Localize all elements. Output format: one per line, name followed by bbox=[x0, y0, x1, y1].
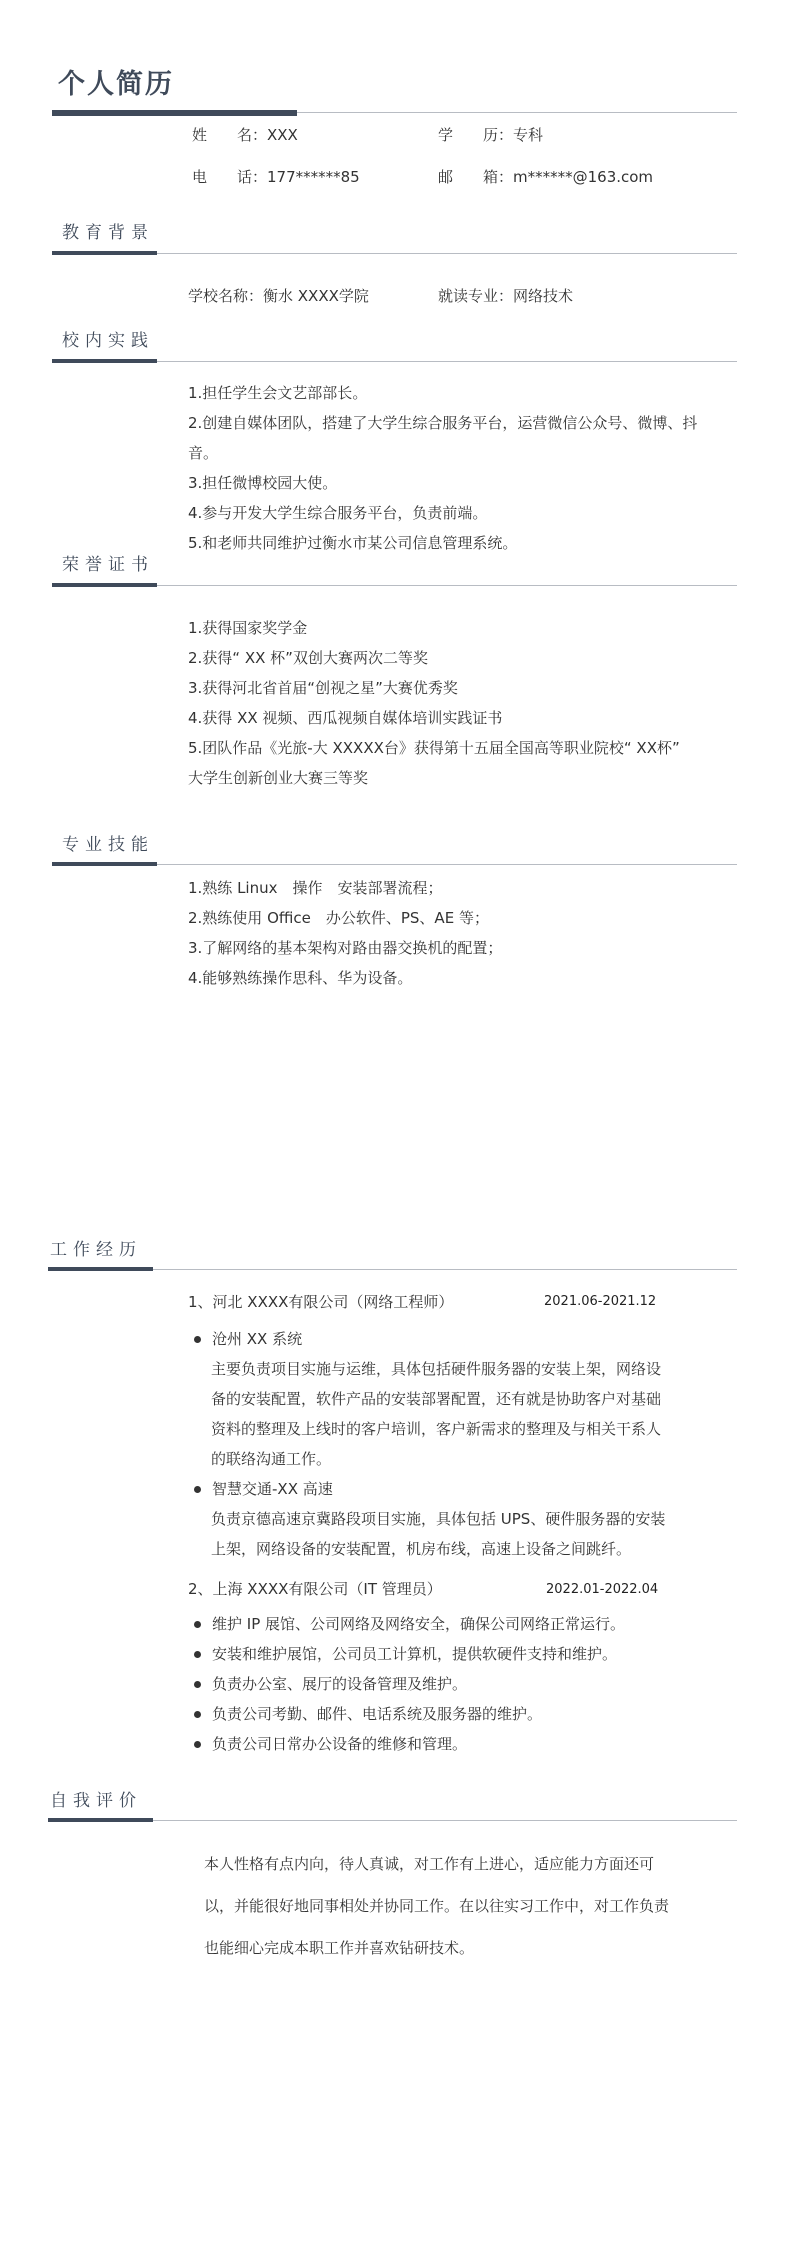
project-desc-line: 资料的整理及上线时的客户培训，客户新需求的整理及与相关干系人 bbox=[211, 1420, 662, 1438]
honors-item: 大学生创新创业大赛三等奖 bbox=[188, 769, 369, 787]
skills-list bbox=[188, 873, 502, 993]
project-desc-line: 的联络沟通工作。 bbox=[211, 1450, 332, 1468]
duty-item: 负责办公室、展厅的设备管理及维护。 bbox=[192, 1669, 625, 1699]
project-desc-line: 主要负责项目实施与运维，具体包括硬件服务器的安装上架，网络设 bbox=[211, 1360, 662, 1378]
honors-item: 2.获得“ XX 杯”双创大赛两次二等奖 bbox=[188, 649, 428, 667]
job-title-1: 1、河北 XXXX有限公司（网络工程师） bbox=[188, 1293, 454, 1311]
project-desc-line: 负责京德高速京冀路段项目实施，具体包括 UPS、硬件服务器的安装 bbox=[211, 1510, 666, 1528]
campus-list bbox=[188, 378, 697, 558]
evaluation-line: 本人性格有点内向，待人真诚，对工作有上进心，适应能力方面还可 bbox=[204, 1855, 655, 1873]
project-name: 沧州 XX 系统 bbox=[192, 1324, 302, 1354]
skills-item: 4.能够熟练操作思科、华为设备。 bbox=[188, 969, 413, 987]
section-heading-evaluation: 自我评价 bbox=[50, 1791, 142, 1811]
education-major: 就读专业：网络技术 bbox=[438, 287, 574, 305]
section-bar-skills bbox=[52, 862, 157, 866]
campus-item: 5.和老师共同维护过衡水市某公司信息管理系统。 bbox=[188, 534, 518, 552]
skills-item: 1.熟练 Linux 操作 安装部署流程； bbox=[188, 879, 443, 897]
evaluation-line: 以，并能很好地同事相处并协同工作。在以往实习工作中，对工作负责 bbox=[204, 1897, 670, 1915]
title-accent-bar bbox=[52, 110, 297, 116]
job1-project2 bbox=[192, 1474, 333, 1504]
duty-item: 负责公司日常办公设备的维修和管理。 bbox=[192, 1729, 625, 1759]
job2-duties bbox=[192, 1609, 625, 1759]
section-bar-campus bbox=[52, 359, 157, 363]
honors-item: 5.团队作品《光旅-大 XXXXX台》获得第十五届全国高等职业院校“ XX杯” bbox=[188, 739, 680, 757]
evaluation-line: 也能细心完成本职工作并喜欢钻研技术。 bbox=[204, 1939, 475, 1957]
section-bar-honors bbox=[52, 583, 157, 587]
job-date-2: 2022.01-2022.04 bbox=[546, 1582, 659, 1597]
duty-item: 安装和维护展馆，公司员工计算机，提供软硬件支持和维护。 bbox=[192, 1639, 625, 1669]
section-line-skills bbox=[157, 864, 737, 865]
education-school: 学校名称：衡水 XXXX学院 bbox=[188, 287, 369, 305]
skills-item: 2.熟练使用 Office 办公软件、PS、AE 等； bbox=[188, 909, 489, 927]
campus-item: 音。 bbox=[188, 444, 219, 462]
project-desc-line: 上架，网络设备的安装配置，机房布线，高速上设备之间跳纤。 bbox=[211, 1540, 632, 1558]
campus-item: 3.担任微博校园大使。 bbox=[188, 474, 338, 492]
section-heading-work: 工作经历 bbox=[50, 1240, 142, 1260]
duty-item: 负责公司考勤、邮件、电话系统及服务器的维护。 bbox=[192, 1699, 625, 1729]
section-line-evaluation bbox=[153, 1820, 737, 1821]
section-heading-honors: 荣誉证书 bbox=[62, 555, 154, 575]
honors-item: 4.获得 XX 视频、西瓜视频自媒体培训实践证书 bbox=[188, 709, 503, 727]
section-bar-education bbox=[52, 251, 157, 255]
section-bar-evaluation bbox=[48, 1818, 153, 1822]
info-phone: 电 话：177******85 bbox=[192, 168, 360, 186]
honors-item: 1.获得国家奖学金 bbox=[188, 619, 308, 637]
job1-project1-desc bbox=[211, 1354, 661, 1474]
section-heading-skills: 专业技能 bbox=[62, 835, 154, 855]
honors-list bbox=[188, 613, 680, 793]
section-heading-education: 教育背景 bbox=[62, 223, 154, 243]
page-title: 个人简历 bbox=[58, 69, 174, 100]
title-divider bbox=[297, 112, 737, 113]
skills-item: 3.了解网络的基本架构对路由器交换机的配置； bbox=[188, 939, 503, 957]
duty-item: 维护 IP 展馆、公司网络及网络安全，确保公司网络正常运行。 bbox=[192, 1609, 625, 1639]
info-education: 学 历：专科 bbox=[438, 126, 544, 144]
section-line-campus bbox=[157, 361, 737, 362]
section-line-honors bbox=[157, 585, 737, 586]
info-email: 邮 箱：m******@163.com bbox=[438, 168, 654, 186]
section-line-education bbox=[157, 253, 737, 254]
campus-item: 1.担任学生会文艺部部长。 bbox=[188, 384, 368, 402]
job-date-1: 2021.06-2021.12 bbox=[544, 1294, 657, 1309]
section-bar-work bbox=[48, 1267, 153, 1271]
honors-item: 3.获得河北省首届“创视之星”大赛优秀奖 bbox=[188, 679, 458, 697]
info-name: 姓 名：XXX bbox=[192, 126, 298, 144]
project-desc-line: 备的安装配置，软件产品的安装部署配置，还有就是协助客户对基础 bbox=[211, 1390, 662, 1408]
project-name: 智慧交通-XX 高速 bbox=[192, 1474, 333, 1504]
job1-project2-desc bbox=[211, 1504, 665, 1564]
campus-item: 4.参与开发大学生综合服务平台，负责前端。 bbox=[188, 504, 488, 522]
job1-project1 bbox=[192, 1324, 302, 1354]
evaluation-text bbox=[204, 1843, 669, 1969]
section-line-work bbox=[153, 1269, 737, 1270]
job-title-2: 2、上海 XXXX有限公司（IT 管理员） bbox=[188, 1580, 442, 1598]
campus-item: 2.创建自媒体团队，搭建了大学生综合服务平台，运营微信公众号、微博、抖 bbox=[188, 414, 698, 432]
section-heading-campus: 校内实践 bbox=[62, 331, 154, 351]
